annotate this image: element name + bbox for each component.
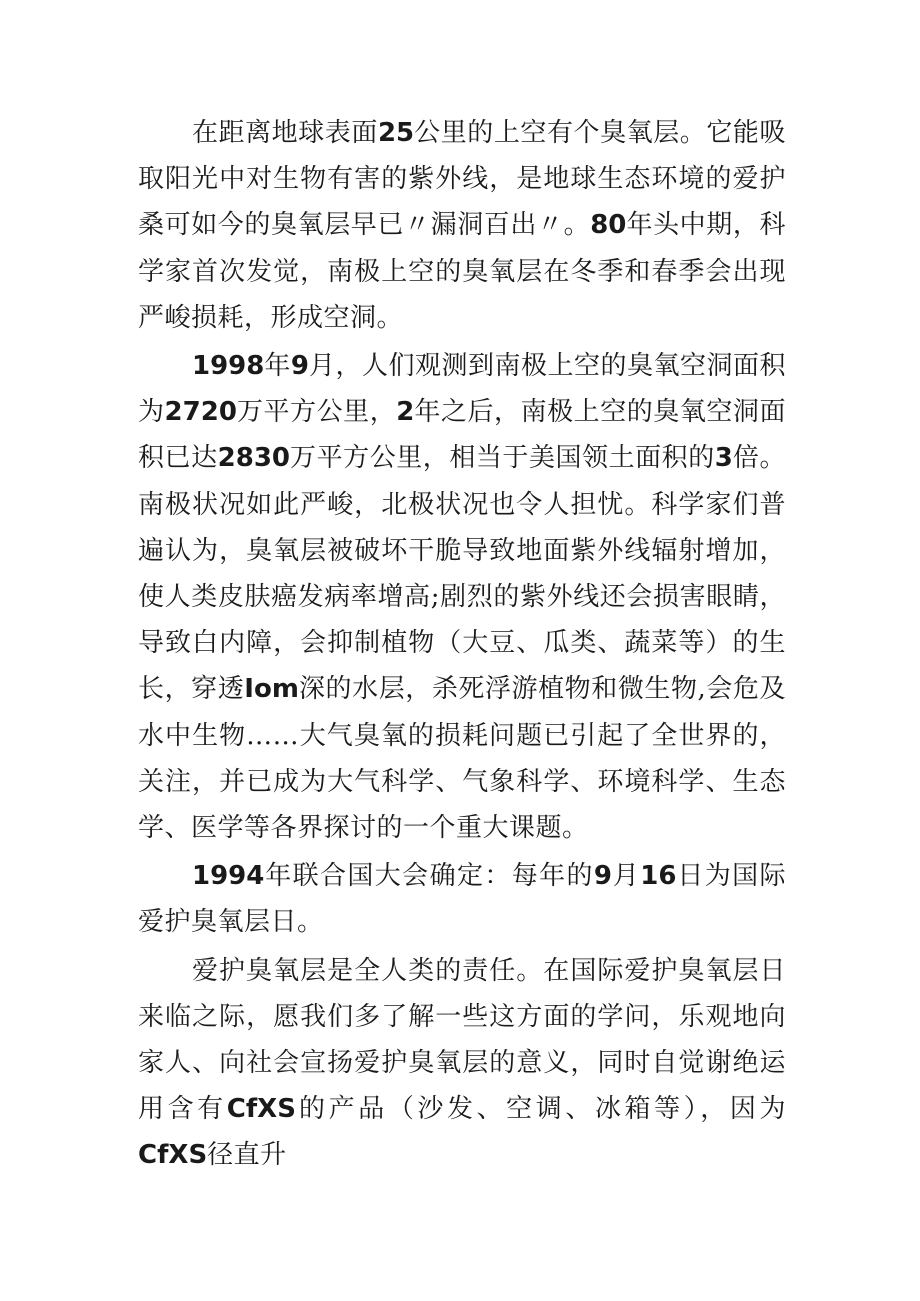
paragraph-ozone-layer-intro [138, 110, 786, 341]
inline-number: CfXS [138, 1140, 208, 1171]
inline-number: Iom [244, 674, 299, 705]
text-segment: 爱护臭氧层是全人类的责任。在国际爱护臭氧层日来临之际，愿我们多了解一些这方面的学问，乐观地向家人、向社会宣扬爱护臭氧层的意义，同时自觉谢绝运用含有 [138, 955, 786, 1125]
text-segment: 径直升 [207, 1140, 287, 1171]
text-segment: 万平方公里，相当于美国领土面积的 [290, 443, 715, 474]
text-segment: 年之后，南极上空的臭氧空洞面积已达 [138, 397, 786, 474]
text-segment: 的产品（沙发、空调、冰箱等），因为 [295, 1094, 786, 1125]
text-segment: 年头中期，科学家首次发觉，南极上空的臭氧层在冬季和春季会出现严峻损耗，形成空洞。 [138, 210, 786, 333]
inline-number: CfXS [226, 1094, 296, 1125]
paragraph-protect-ozone [138, 948, 786, 1179]
inline-number: 2830 [217, 443, 291, 474]
inline-number: 16 [640, 861, 677, 892]
text-segment: 在距离地球表面 [192, 118, 378, 148]
text-segment: 年联合国大会确定：每年的 [264, 861, 594, 892]
text-segment: 深的水层，杀死浮游植物和微生物,会危及水中生物……大气臭氧的损耗问题已引起了全世界的，关注，并已成为大气科学、气象科学、环境科学、生态学、医学等各界探讨的一个重大课题。 [138, 674, 786, 844]
inline-number: 2 [396, 397, 415, 428]
paragraph-ozone-hole-data [138, 343, 786, 851]
inline-number: 25 [377, 118, 415, 148]
inline-number: 80 [590, 210, 627, 241]
text-segment: 万平方公里， [236, 397, 397, 428]
paragraph-ozone-day [138, 853, 786, 945]
inline-number: 9 [593, 861, 612, 892]
text-segment: 公里的上空有个臭氧层。它能吸取阳光中对生物有害的紫外线，是地球生态环境的爱护桑可如今的臭氧层早已〃漏洞百出〃。 [138, 118, 786, 241]
document-body [138, 110, 786, 1181]
text-segment: 月 [611, 861, 641, 892]
text-segment: 日为国际爱护臭氧层日。 [138, 861, 786, 938]
inline-number: 3 [714, 443, 733, 474]
inline-number: 2720 [164, 397, 237, 428]
text-segment: 倍。南极状况如此严峻，北极状况也令人担忧。科学家们普遍认为，臭氧层被破坏干脆导致地面紫外线辐射增加，使人类皮肤癌发病率增高;剧烈的紫外线还会损害眼睛，导致白内障，会抑制植物（大豆、瓜类、蔬菜等）的生长，穿透 [138, 443, 786, 705]
text-segment: 月，人们观测到南极上空的臭氧空洞面积为 [138, 351, 786, 428]
text-segment: 年 [264, 351, 291, 382]
inline-number: 9 [290, 351, 309, 382]
inline-number: 1998 [192, 351, 265, 382]
inline-number: 1994 [192, 861, 265, 892]
